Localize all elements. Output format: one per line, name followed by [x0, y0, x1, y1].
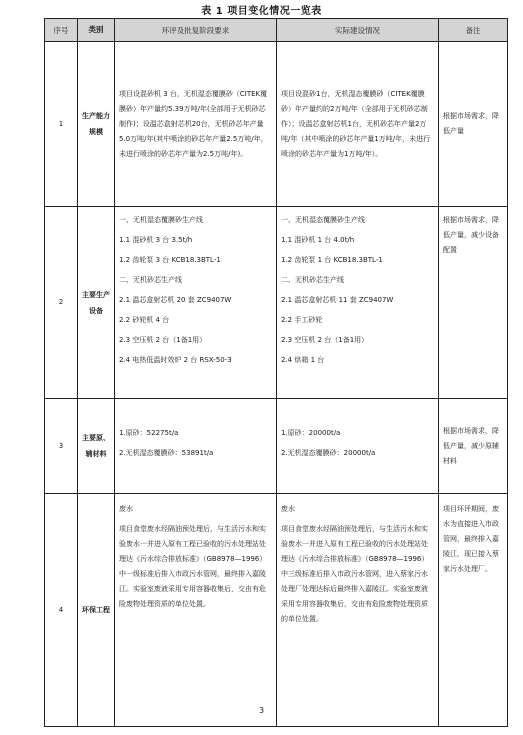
eia-line: 1.2 齿轮泵 3 台 KCB18.3BTL-1 [119, 256, 221, 264]
actual-line: 二、无机砂芯生产线 [281, 276, 344, 284]
table-row [45, 207, 508, 399]
eia-line: 1.1 混砂机 3 台 3.5t/h [119, 236, 193, 244]
actual-line: 2.3 空压机 2 台（1备1用） [281, 336, 369, 344]
note-text: 根据市场需求，降低产量 [443, 112, 499, 135]
eia-line: 2.4 电热低温时效炉 2 台 RSX-50-3 [119, 356, 232, 364]
note-cell [439, 494, 508, 727]
note-cell [439, 42, 508, 207]
header-row [45, 19, 508, 42]
note-text: 根据市场需求，降低产量，减少原辅材料 [443, 426, 499, 465]
header-no: 序号 [45, 19, 78, 42]
actual-line: 2.无机湿态覆膜砂：20000t/a [281, 449, 376, 457]
row-category: 环保工程 [78, 494, 115, 727]
actual-line: 1.原砂：20000t/a [281, 429, 341, 437]
note-cell [439, 207, 508, 399]
note-text: 根据市场需求，降低产量，减少设备配置 [443, 216, 499, 254]
table-row [45, 42, 508, 207]
eia-line: 2.1 温芯盒射芯机 20 套 ZC9407W [119, 296, 232, 304]
actual-heading: 废水 [281, 505, 295, 513]
actual-line: 2.2 手工砂轮 [281, 316, 323, 324]
header-actual: 实际建设情况 [277, 19, 439, 42]
row-category: 主要原、辅材料 [78, 399, 115, 494]
eia-line: 二、无机砂芯生产线 [119, 276, 182, 284]
project-change-table [44, 18, 508, 727]
actual-line: 2.1 温芯盒射芯机 11 套 ZC9407W [281, 296, 394, 304]
eia-line: 2.3 空压机 2 台（1备1用） [119, 336, 207, 344]
eia-line: 1.原砂：52275t/a [119, 429, 179, 437]
note-cell [439, 399, 508, 494]
table-row [45, 494, 508, 727]
row-number: 2 [45, 207, 78, 399]
actual-line: 2.4 烘箱 1 台 [281, 356, 325, 364]
actual-text: 项目设混砂1台，无机湿态覆膜砂（CITEK覆膜砂）年产量约的2万吨/年（全部用于无机砂芯制作）；设温芯盒射芯机1台，无机砂芯年产量2万吨/年（其中喷涂的砂芯年产量1万吨/年，未进行喷涂的砂芯年产量为1万吨/年）。 [281, 89, 431, 158]
header-category: 类别 [78, 19, 115, 42]
eia-text: 项目食堂废水经隔油预处理后，与生活污水和实验废水一并进入原有工程已验收的污水处理站处理达《污水综合排放标准》（GB8978—1996）中一级标准后排入市政污水管网，最终排入嘉陵江。实验室废液采用专用容器收集后，交由有危险废物处理资质的单位处置。 [119, 525, 267, 608]
eia-line: 一、无机湿态覆膜砂生产线 [119, 216, 203, 224]
actual-cell [277, 399, 439, 494]
row-number: 3 [45, 399, 78, 494]
table-title: 表 1 项目变化情况一览表 [201, 6, 322, 17]
row-category: 生产能力规模 [78, 42, 115, 207]
page-number: 3 [258, 706, 265, 715]
actual-text: 项目食堂废水经隔油预处理后，与生活污水和实验废水一并进入原有工程已验收的污水处理站处理达《污水综合排放标准》（GB8978—1996）中三级标准后排入市政污水管网，进入蔡家污水处理厂处理达标后最终排入嘉陵江。实验室废液采用专用容器收集后，交由有危险废物处理资质的单位处置。 [281, 525, 429, 623]
eia-text: 项目设混砂机 3 台，无机湿态覆膜砂（CITEK覆膜砂）年产量约5.39万吨/年(全部用于无机砂芯制作)；设温芯盒射芯机20台，无机砂芯年产量5.0万吨/年(其中喷涂的砂芯年产量2.5万吨/年，未进行喷涂的砂芯年产量为2.5万吨/年)。 [119, 89, 268, 158]
actual-cell [277, 42, 439, 207]
actual-line: 一、无机湿态覆膜砂生产线 [281, 216, 365, 224]
actual-cell [277, 494, 439, 727]
row-number: 1 [45, 42, 78, 207]
header-note: 备注 [439, 19, 508, 42]
eia-line: 2.无机湿态覆膜砂：53891t/a [119, 449, 214, 457]
table-row [45, 399, 508, 494]
header-eia: 环评及批复阶段要求 [115, 19, 277, 42]
eia-cell [115, 207, 277, 399]
eia-cell [115, 42, 277, 207]
eia-line: 2.2 砂轮机 4 台 [119, 316, 170, 324]
actual-cell [277, 207, 439, 399]
eia-heading: 废水 [119, 505, 133, 513]
actual-line: 1.2 齿轮泵 1 台 KCB18.3BTL-1 [281, 256, 383, 264]
eia-cell [115, 399, 277, 494]
row-number: 4 [45, 494, 78, 727]
eia-cell [115, 494, 277, 727]
actual-line: 1.1 混砂机 1 台 4.0t/h [281, 236, 355, 244]
note-text: 项目环评期间，废水为直接进入市政管网，最终排入嘉陵江，现已接入蔡家污水处理厂。 [443, 505, 499, 573]
row-category: 主要生产设备 [78, 207, 115, 399]
